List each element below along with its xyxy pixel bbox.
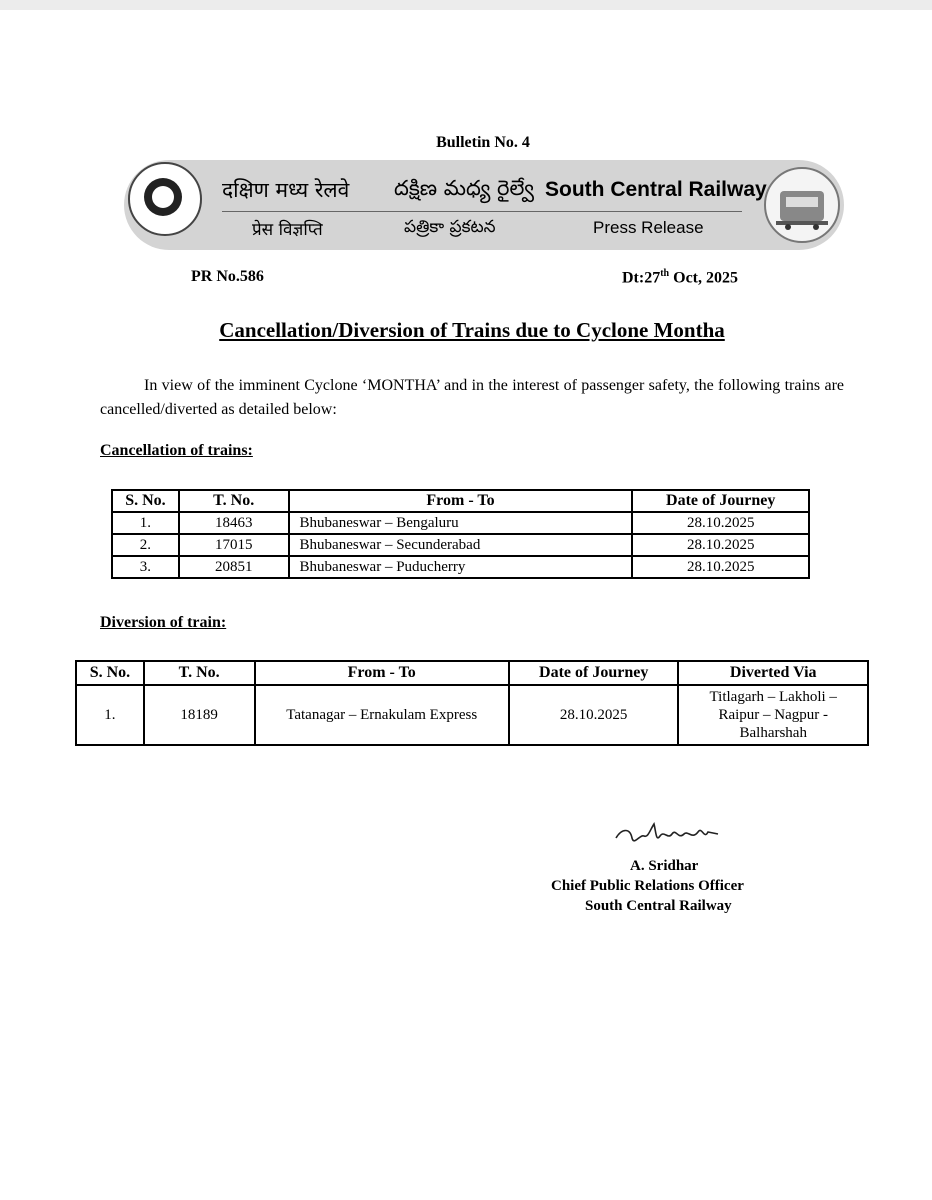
serial-cell: 3. bbox=[112, 556, 179, 578]
serial-cell: 1. bbox=[112, 512, 179, 534]
banner-english-sub: Press Release bbox=[593, 218, 704, 237]
column-header: Date of Journey bbox=[509, 661, 679, 685]
serial-cell: 2. bbox=[112, 534, 179, 556]
indian-railways-logo bbox=[128, 162, 202, 236]
column-header: From - To bbox=[289, 490, 633, 512]
table-row bbox=[112, 534, 809, 556]
journey-date-cell: 28.10.2025 bbox=[632, 512, 809, 534]
signatory-designation: Chief Public Relations Officer bbox=[551, 878, 744, 894]
column-header: Diverted Via bbox=[678, 661, 868, 685]
serial-cell: 1. bbox=[76, 685, 144, 745]
banner-hindi-sub: प्रेस विज्ञप्ति bbox=[252, 220, 323, 240]
table-row bbox=[112, 512, 809, 534]
table-row bbox=[76, 685, 868, 745]
diverted-via-cell: Titlagarh – Lakholi – Raipur – Nagpur - Balharshah bbox=[678, 685, 868, 745]
bulletin-number: Bulletin No. 4 bbox=[436, 134, 530, 151]
release-date: Dt:27th Oct, 2025 bbox=[622, 268, 738, 287]
column-header: From - To bbox=[255, 661, 509, 685]
cancellation-table bbox=[111, 489, 810, 579]
cancellation-heading: Cancellation of trains: bbox=[100, 442, 253, 459]
journey-date-cell: 28.10.2025 bbox=[509, 685, 679, 745]
signatory-name: A. Sridhar bbox=[630, 858, 699, 874]
banner-hindi-title: दक्षिण मध्य रेलवे bbox=[222, 178, 350, 202]
train-number-cell: 18189 bbox=[144, 685, 255, 745]
column-header: S. No. bbox=[112, 490, 179, 512]
table-header-row bbox=[112, 490, 809, 512]
banner-divider bbox=[222, 211, 742, 212]
route-cell: Bhubaneswar – Secunderabad bbox=[289, 534, 633, 556]
route-cell: Bhubaneswar – Puducherry bbox=[289, 556, 633, 578]
journey-date-cell: 28.10.2025 bbox=[632, 534, 809, 556]
intro-paragraph: In view of the imminent Cyclone ‘MONTHA’ and in the interest of passenger safety, the following trains are cancelled/diverted as detailed below: bbox=[100, 377, 844, 418]
train-number-cell: 20851 bbox=[179, 556, 289, 578]
locomotive-logo bbox=[764, 167, 840, 243]
diversion-heading: Diversion of train: bbox=[100, 614, 227, 631]
diversion-table bbox=[75, 660, 869, 746]
route-cell: Bhubaneswar – Bengaluru bbox=[289, 512, 633, 534]
banner-english-title: South Central Railway bbox=[545, 178, 767, 201]
signature bbox=[612, 820, 722, 852]
train-number-cell: 17015 bbox=[179, 534, 289, 556]
table-header-row bbox=[76, 661, 868, 685]
column-header: S. No. bbox=[76, 661, 144, 685]
column-header: T. No. bbox=[179, 490, 289, 512]
route-cell: Tatanagar – Ernakulam Express bbox=[255, 685, 509, 745]
signatory-organization: South Central Railway bbox=[585, 898, 732, 914]
banner-telugu-title: దక్షిణ మధ్య రైల్వే bbox=[394, 176, 534, 200]
column-header: T. No. bbox=[144, 661, 255, 685]
pr-number: PR No.586 bbox=[191, 268, 264, 285]
train-number-cell: 18463 bbox=[179, 512, 289, 534]
table-row bbox=[112, 556, 809, 578]
journey-date-cell: 28.10.2025 bbox=[632, 556, 809, 578]
page-title: Cancellation/Diversion of Trains due to Cyclone Montha bbox=[219, 318, 725, 342]
column-header: Date of Journey bbox=[632, 490, 809, 512]
top-strip bbox=[0, 0, 932, 10]
banner-telugu-sub: పత్రికా ప్రకటన bbox=[404, 217, 496, 237]
